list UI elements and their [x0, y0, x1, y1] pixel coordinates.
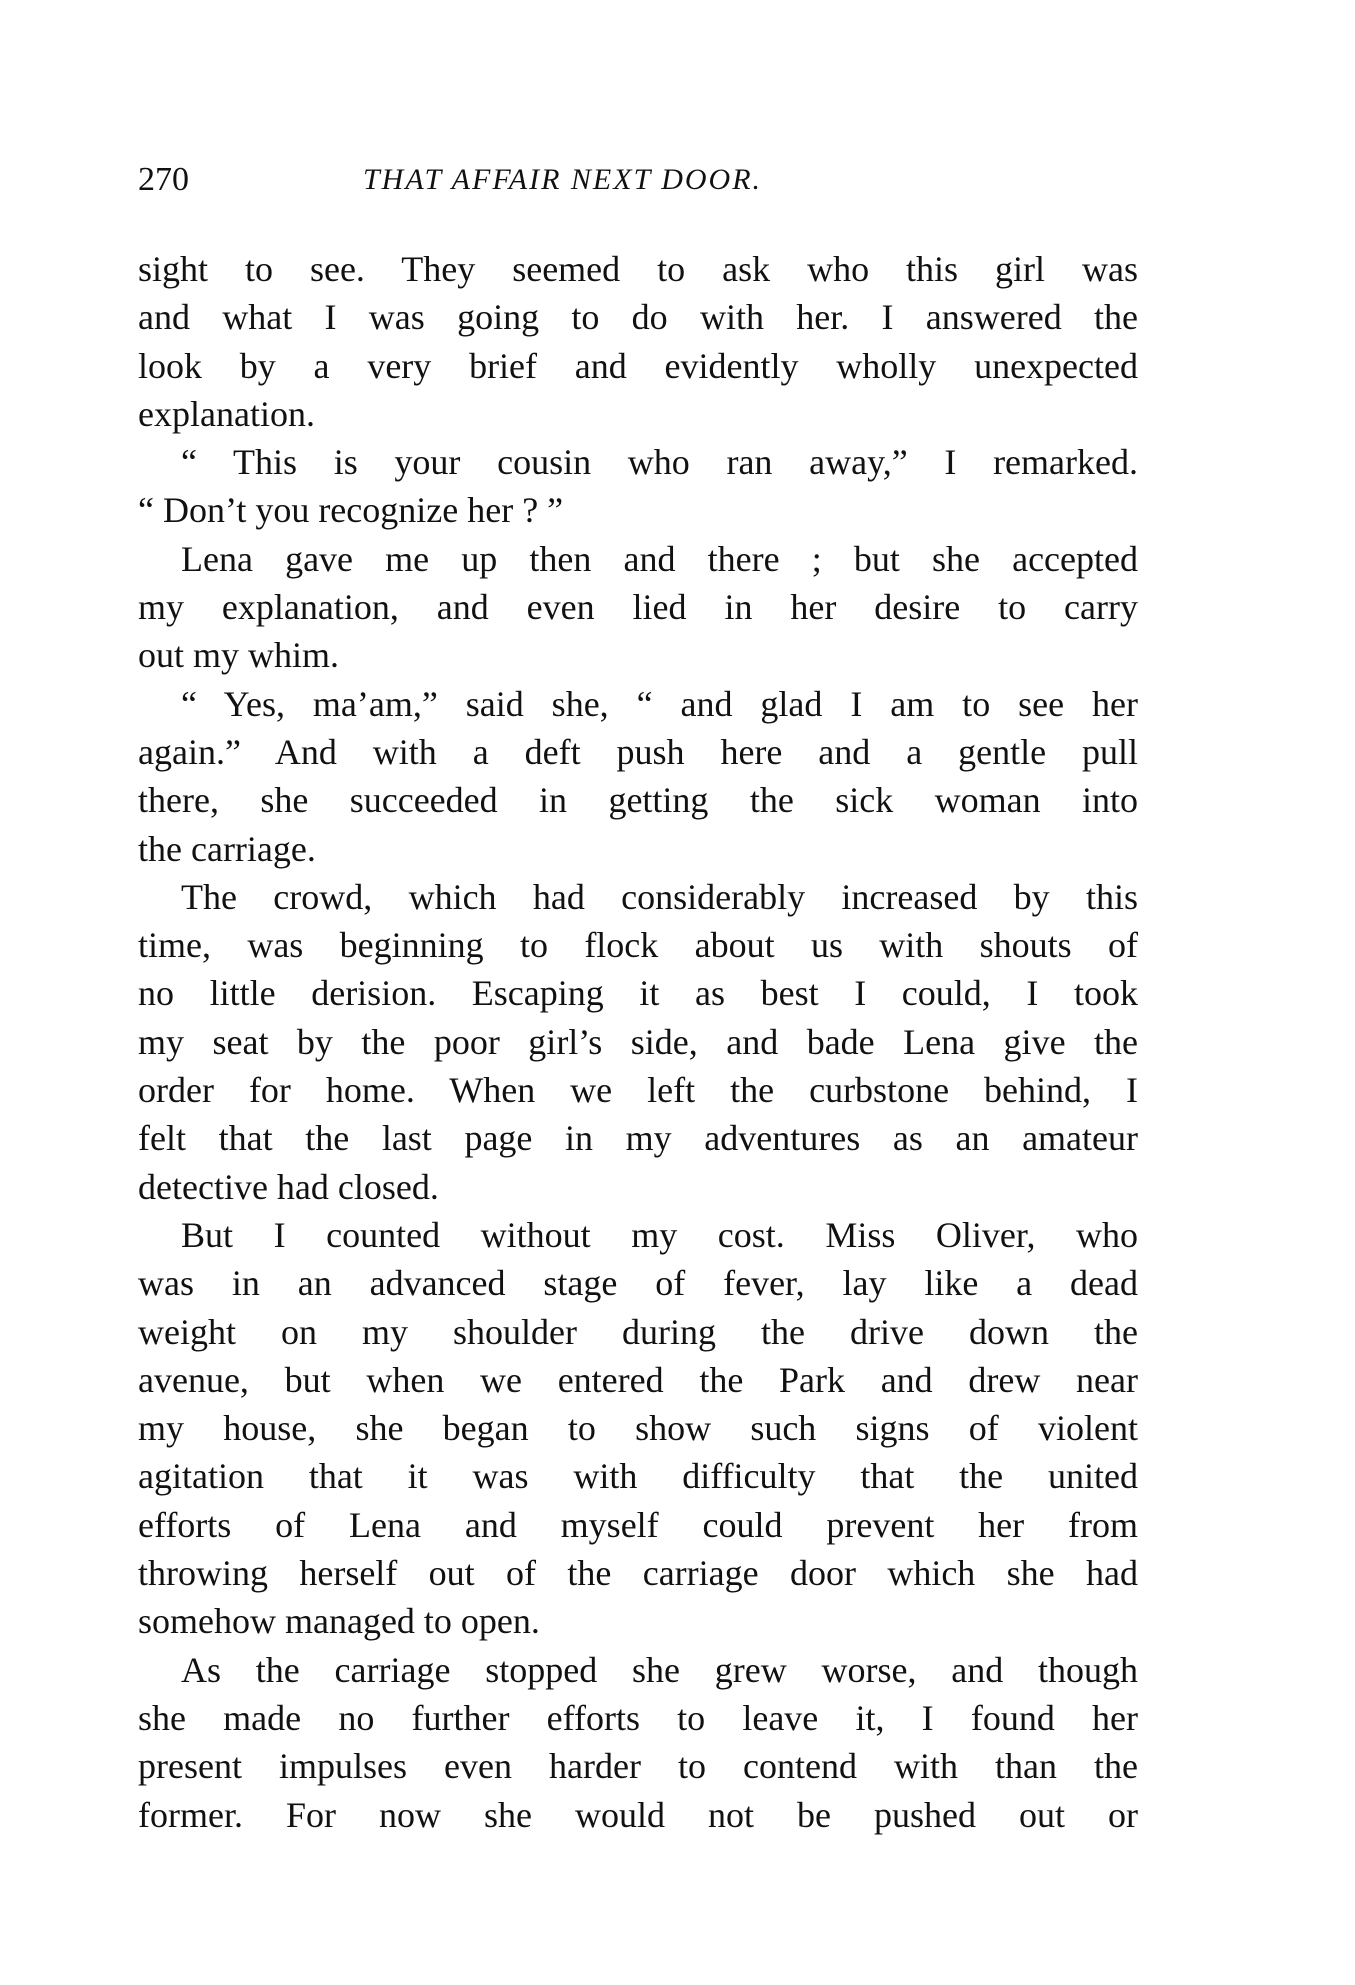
text-line: “ Don’t you recognize her ? ” — [138, 490, 564, 531]
text-line: But I counted without my cost. Miss Oliver, who — [181, 1214, 1138, 1255]
text-line: “ This is your cousin who ran away,” I remarked. — [181, 442, 1138, 483]
text-line: my house, she began to show such signs of violent — [138, 1408, 1138, 1449]
text-line: felt that the last page in my adventures as an amateur — [138, 1118, 1138, 1159]
text-line: time, was beginning to flock about us with shouts of — [138, 925, 1138, 966]
text-line: again.” And with a deft push here and a gentle pull — [138, 731, 1138, 772]
page-header — [138, 160, 1138, 210]
text-line: my seat by the poor girl’s side, and bade Lena give the — [138, 1021, 1138, 1062]
text-line: As the carriage stopped she grew worse, and though — [181, 1649, 1138, 1690]
text-line: my explanation, and even lied in her desire to carry — [138, 587, 1138, 628]
text-line: Lena gave me up then and there ; but she accepted — [181, 538, 1138, 579]
text-line: order for home. When we left the curbstone behind, I — [138, 1070, 1138, 1111]
text-line: present impulses even harder to contend with than the — [138, 1746, 1138, 1787]
text-line: no little derision. Escaping it as best I could, I took — [138, 973, 1138, 1014]
text-line: sight to see. They seemed to ask who this girl was — [138, 249, 1138, 289]
text-line: was in an advanced stage of fever, lay like a dead — [138, 1263, 1138, 1304]
text-line: there, she succeeded in getting the sick woman into — [138, 780, 1138, 821]
text-line: and what I was going to do with her. I answered the — [138, 297, 1138, 338]
text-line: explanation. — [138, 393, 315, 434]
text-line: look by a very brief and evidently wholly unexpected — [138, 345, 1138, 386]
text-line: efforts of Lena and myself could prevent her from — [138, 1504, 1138, 1545]
text-line: former. For now she would not be pushed out or — [138, 1794, 1138, 1835]
text-line: somehow managed to open. — [138, 1601, 540, 1642]
text-line: agitation that it was with difficulty that the united — [138, 1456, 1138, 1497]
text-line: avenue, but when we entered the Park and drew near — [138, 1359, 1138, 1400]
text-line: throwing herself out of the carriage door which she had — [138, 1553, 1138, 1594]
text-line: out my whim. — [138, 635, 340, 676]
text-line: she made no further efforts to leave it, I found her — [138, 1697, 1138, 1738]
text-line: weight on my shoulder during the drive down the — [138, 1311, 1138, 1352]
text-line: The crowd, which had considerably increased by this — [181, 876, 1138, 917]
text-line: the carriage. — [138, 828, 316, 869]
text-line: detective had closed. — [138, 1166, 439, 1207]
body-text — [138, 245, 1138, 1839]
running-title: THAT AFFAIR NEXT DOOR. — [363, 163, 763, 196]
text-line: “ Yes, ma’am,” said she, “ and glad I am to see her — [181, 683, 1138, 724]
page-number: 270 — [138, 161, 189, 198]
